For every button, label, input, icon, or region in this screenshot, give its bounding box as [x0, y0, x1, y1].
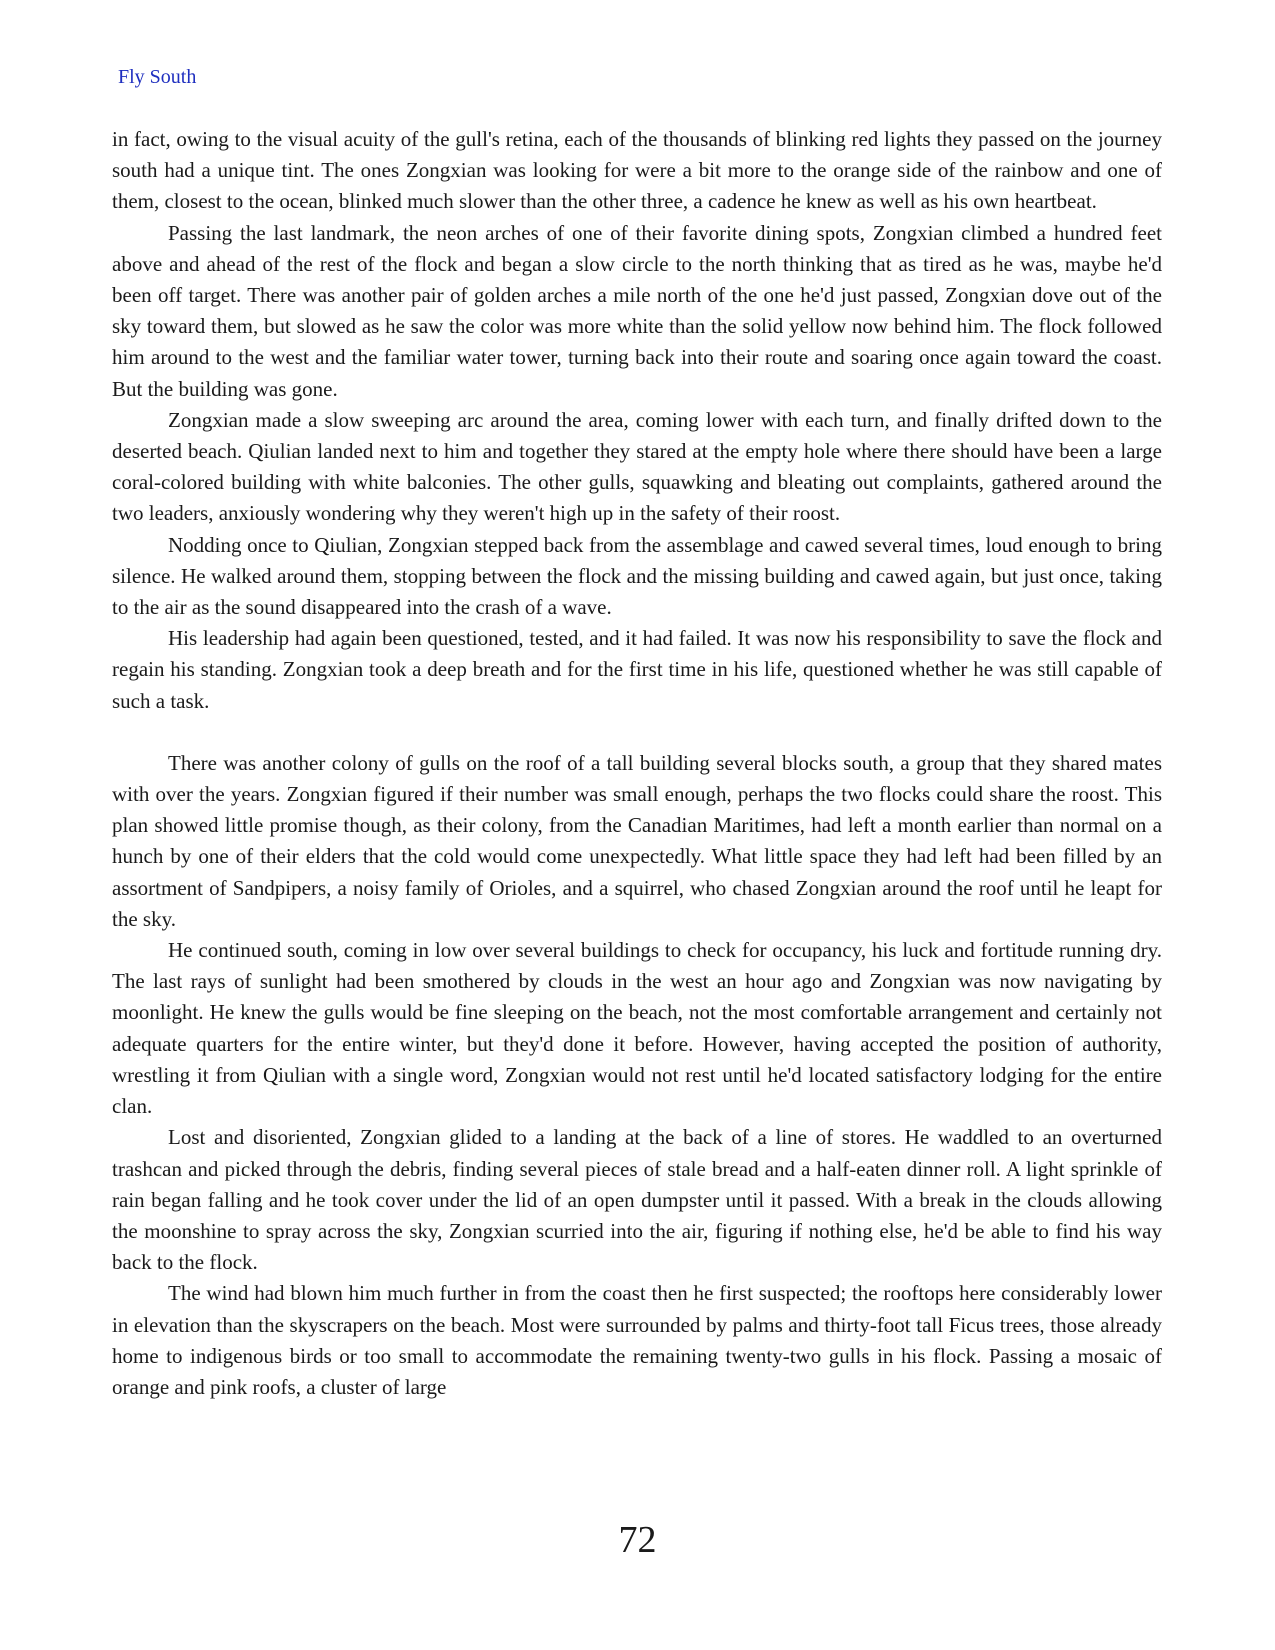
paragraph: Nodding once to Qiulian, Zongxian stepped back from the assemblage and cawed several times, loud enough to bring silence. He walked around them, stopping between the flock and the missing building and cawed again, but just once, taking to the air as the sound disappeared into the crash of a wave. — [112, 532, 1162, 620]
paragraph: Passing the last landmark, the neon arches of one of their favorite dining spots, Zongxian climbed a hundred feet above and ahead of the rest of the flock and began a slow circle to the north thinking that as tired as he was, maybe he'd been off target. There was another pair of golden arches a mile north of the one he'd just passed, Zongxian dove out of the sky toward them, but slowed as he saw the color was more white than the solid yellow now behind him. The flock followed him around to the west and the familiar water tower, turning back into their route and soaring once again toward the coast. But the building was gone. — [112, 220, 1162, 401]
section-break — [112, 717, 1162, 748]
paragraph: Zongxian made a slow sweeping arc around the area, coming lower with each turn, and finally drifted down to the deserted beach. Qiulian landed next to him and together they stared at the empty hole where there should have been a large coral-colored building with white balconies. The other gulls, squawking and bleating out complaints, gathered around the two leaders, anxiously wondering why they weren't high up in the safety of their roost. — [112, 407, 1162, 526]
paragraph: The wind had blown him much further in from the coast then he first suspected; the rooftops here considerably lower in elevation than the skyscrapers on the beach. Most were surrounded by palms and thirty-foot tall Ficus trees, those already home to indigenous birds or too small to accommodate the remaining twenty-two gulls in his flock. Passing a mosaic of orange and pink roofs, a cluster of large — [112, 1281, 1162, 1399]
paragraph: He continued south, coming in low over several buildings to check for occupancy, his luck and fortitude running dry. The last rays of sunlight had been smothered by clouds in the west an hour ago and Zongxian was now navigating by moonlight. He knew the gulls would be fine sleeping on the beach, not the most comfortable arrangement and certainly not adequate quarters for the entire winter, but they'd done it before. However, having accepted the position of authority, wrestling it from Qiulian with a single word, Zongxian would not rest until he'd located satisfactory lodging for the entire clan. — [112, 938, 1162, 1119]
body-text — [112, 124, 1162, 1403]
paragraph: in fact, owing to the visual acuity of the gull's retina, each of the thousands of blinking red lights they passed on the journey south had a unique tint. The ones Zongxian was looking for were a bit more to the orange side of the rainbow and one of them, closest to the ocean, blinked much slower than the other three, a cadence he knew as well as his own heartbeat. — [112, 127, 1162, 214]
paragraph: His leadership had again been questioned, tested, and it had failed. It was now his responsibility to save the flock and regain his standing. Zongxian took a deep breath and for the first time in his life, questioned whether he was still capable of such a task. — [112, 626, 1162, 713]
page-number: 72 — [618, 1519, 657, 1561]
running-head: Fly South — [118, 66, 197, 88]
paragraph: There was another colony of gulls on the roof of a tall building several blocks south, a group that they shared mates with over the years. Zongxian figured if their number was small enough, perhaps the two flocks could share the roost. This plan showed little promise though, as their colony, from the Canadian Maritimes, had left a month earlier than normal on a hunch by one of their elders that the cold would come unexpectedly. What little space they had left had been filled by an assortment of Sandpipers, a noisy family of Orioles, and a squirrel, who chased Zongxian around the roof until he leapt for the sky. — [112, 750, 1162, 931]
paragraph: Lost and disoriented, Zongxian glided to a landing at the back of a line of stores. He waddled to an overturned trashcan and picked through the debris, finding several pieces of stale bread and a half-eaten dinner roll. A light sprinkle of rain began falling and he took cover under the lid of an open dumpster until it passed. With a break in the clouds allowing the moonshine to spray across the sky, Zongxian scurried into the air, figuring if nothing else, he'd be able to find his way back to the flock. — [112, 1125, 1162, 1275]
